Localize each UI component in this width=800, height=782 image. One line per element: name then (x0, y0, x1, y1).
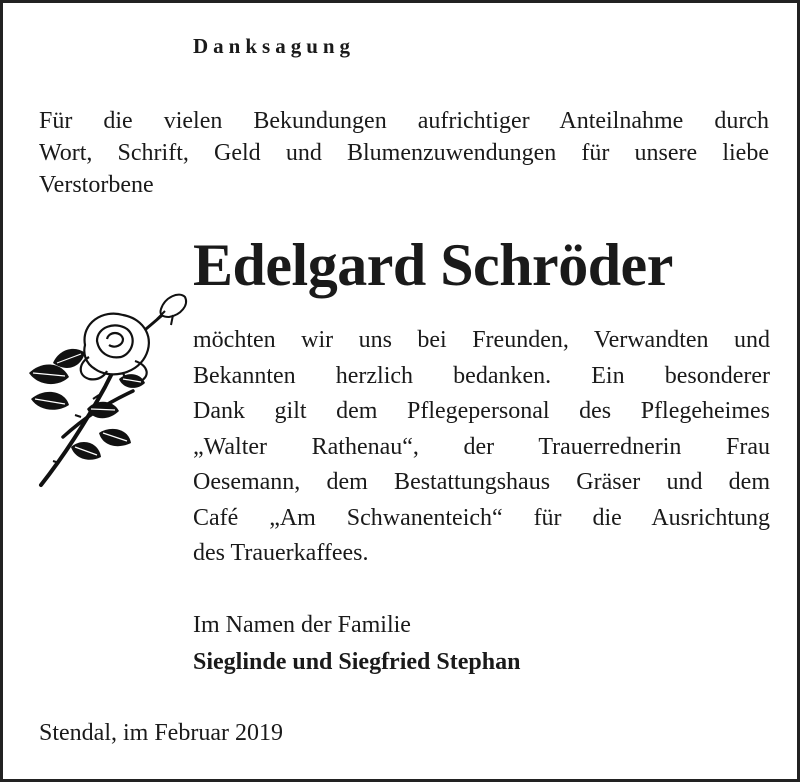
body-line: Café „Am Schwanenteich“ für die Ausrichtung (193, 504, 770, 531)
body-line: Dank gilt dem Pflegepersonal des Pflegeheimes (193, 398, 770, 424)
intro-line: Für die vielen Bekundungen aufrichtiger Anteilnahme durch (39, 108, 769, 134)
rose-icon (23, 287, 193, 493)
body-line: Oesemann, dem Bestattungshaus Gräser und dem (193, 469, 770, 495)
body-line: „Walter Rathenau“, der Trauerrednerin Frau (193, 433, 770, 460)
signature-intro: Im Namen der Familie (193, 612, 411, 638)
signature-names: Sieglinde und Siegfried Stephan (193, 649, 521, 675)
intro-line: Wort, Schrift, Geld und Blumenzuwendungen für unsere liebe (39, 140, 769, 166)
intro-line: Verstorbene (39, 172, 154, 198)
place-date: Stendal, im Februar 2019 (39, 720, 283, 746)
body-line: möchten wir uns bei Freunden, Verwandten und (193, 327, 770, 353)
body-line: des Trauerkaffees. (193, 540, 369, 566)
intro-paragraph (39, 105, 769, 201)
thanks-paragraph (193, 323, 770, 572)
notice-heading: Danksagung (193, 34, 356, 58)
body-line: Bekannten herzlich bedanken. Ein besonderer (193, 362, 770, 389)
deceased-name: Edelgard Schröder (193, 232, 673, 298)
